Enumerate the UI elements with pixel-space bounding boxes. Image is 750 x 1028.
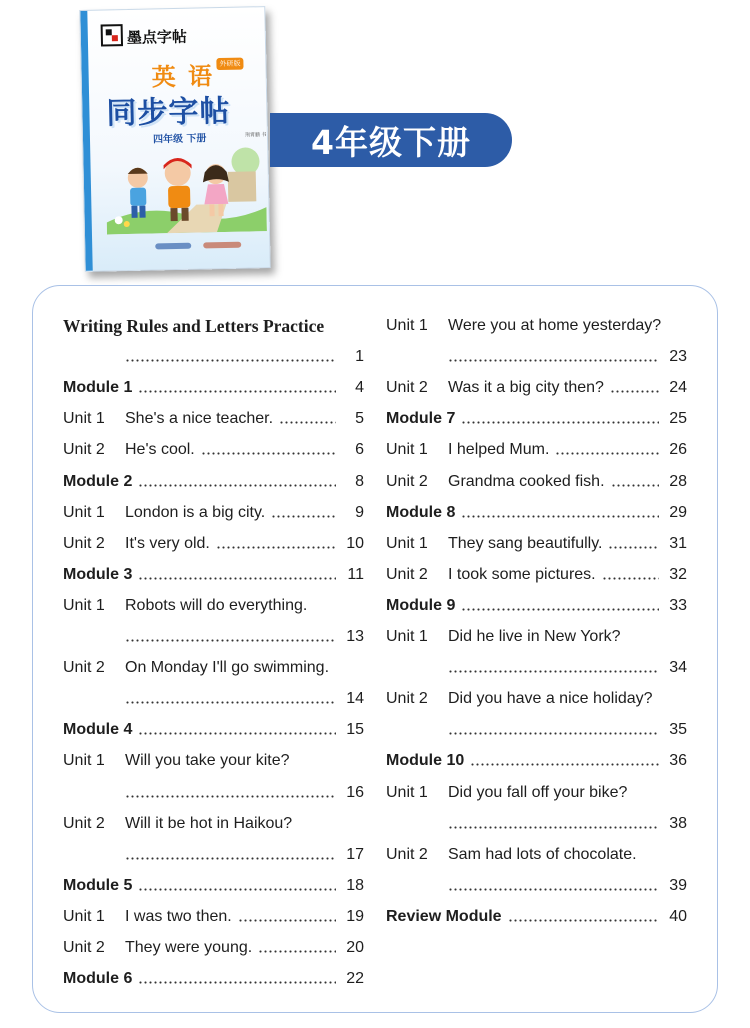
toc-unit-number: Unit 2 bbox=[386, 472, 428, 490]
toc-dot-leader bbox=[508, 905, 659, 929]
toc-cont-row bbox=[63, 687, 364, 711]
toc-unit-number: Unit 1 bbox=[63, 907, 105, 925]
toc-page-number: 18 bbox=[346, 876, 364, 894]
toc-cont-row bbox=[386, 656, 687, 680]
toc-page-number: 38 bbox=[669, 814, 687, 832]
toc-unit-title: Will it be hot in Haikou? bbox=[125, 814, 293, 832]
toc-unit-number: Unit 1 bbox=[386, 783, 428, 801]
toc-dot-leader bbox=[238, 905, 336, 929]
toc-page-number: 32 bbox=[669, 565, 687, 583]
toc-module-title: Module 7 bbox=[386, 410, 456, 428]
toc-unit-title: Was it a big city then? bbox=[448, 379, 604, 397]
toc-unit-wrap-row bbox=[386, 687, 687, 711]
toc-unit-row bbox=[386, 470, 687, 494]
toc-dot-leader bbox=[610, 376, 659, 400]
toc-page-number: 25 bbox=[669, 410, 687, 428]
toc-dot-leader bbox=[138, 967, 336, 991]
toc-unit-number: Unit 2 bbox=[63, 441, 105, 459]
toc-dot-leader bbox=[138, 376, 336, 400]
toc-dot-leader bbox=[258, 936, 336, 960]
toc-page-number: 4 bbox=[355, 379, 364, 397]
toc-cont-row bbox=[63, 781, 364, 805]
cover-children-illustration bbox=[105, 141, 267, 234]
toc-dot-leader bbox=[470, 749, 659, 773]
toc-module-title: Module 8 bbox=[386, 503, 456, 521]
cover-subject: 英 语 bbox=[151, 62, 215, 92]
toc-cont-row bbox=[63, 625, 364, 649]
grade-banner bbox=[270, 113, 512, 167]
toc-module-row bbox=[63, 376, 364, 400]
toc-unit-title: I helped Mum. bbox=[448, 441, 550, 459]
toc-unit-row bbox=[63, 501, 364, 525]
toc-unit-title: London is a big city. bbox=[125, 503, 266, 521]
toc-dot-leader bbox=[271, 501, 336, 525]
cover-brand: 墨点字帖 bbox=[126, 27, 188, 47]
toc-cont-row bbox=[386, 345, 687, 369]
toc-page-number: 9 bbox=[355, 503, 364, 521]
toc-cont-row bbox=[386, 718, 687, 742]
toc-page-number: 26 bbox=[669, 441, 687, 459]
toc-unit-number: Unit 2 bbox=[63, 814, 105, 832]
toc-module-title: Module 4 bbox=[63, 721, 133, 739]
toc-section-title: Writing Rules and Letters Practice bbox=[63, 315, 325, 336]
toc-unit-number: Unit 1 bbox=[63, 752, 105, 770]
toc-module-row bbox=[63, 470, 364, 494]
toc-cont-row bbox=[386, 812, 687, 836]
toc-unit-number: Unit 2 bbox=[386, 845, 428, 863]
toc-page-number: 40 bbox=[669, 907, 687, 925]
toc-unit-wrap-row bbox=[386, 625, 687, 649]
toc-unit-title: They sang beautifully. bbox=[448, 534, 603, 552]
toc-page-number: 20 bbox=[346, 939, 364, 956]
toc-module-title: Module 3 bbox=[63, 565, 133, 583]
toc-unit-title: I was two then. bbox=[125, 907, 232, 925]
toc-page-number: 16 bbox=[346, 783, 364, 801]
toc-module-row bbox=[386, 407, 687, 431]
toc-page-number: 11 bbox=[347, 565, 364, 583]
toc-unit-row bbox=[63, 532, 364, 556]
toc-unit-number: Unit 2 bbox=[63, 659, 105, 677]
toc-page-number: 35 bbox=[669, 721, 687, 739]
toc-dot-leader bbox=[608, 532, 659, 556]
toc-unit-wrap-row bbox=[63, 812, 364, 836]
toc-dot-leader bbox=[125, 843, 336, 867]
toc-unit-number: Unit 1 bbox=[63, 503, 105, 521]
toc-dot-leader bbox=[555, 438, 659, 462]
brand-logo-icon bbox=[101, 24, 123, 46]
toc-unit-title: Will you take your kite? bbox=[125, 752, 290, 770]
toc-page-number: 22 bbox=[346, 970, 364, 988]
book-cover bbox=[79, 6, 270, 272]
toc-unit-title: Did you fall off your bike? bbox=[448, 783, 628, 801]
toc-module-title: Module 5 bbox=[63, 876, 133, 894]
toc-unit-title: Robots will do everything. bbox=[125, 596, 308, 614]
toc-unit-number: Unit 1 bbox=[386, 534, 428, 552]
toc-page-number: 29 bbox=[669, 503, 687, 521]
toc-dot-leader bbox=[138, 470, 336, 494]
toc-dot-leader bbox=[448, 718, 659, 742]
toc-page-number: 36 bbox=[669, 752, 687, 770]
toc-unit-title: It's very old. bbox=[125, 534, 210, 552]
cover-grade: 四年级 下册 bbox=[152, 133, 207, 146]
toc-unit-title: Did you have a nice holiday? bbox=[448, 690, 653, 708]
toc-unit-number: Unit 1 bbox=[386, 441, 428, 459]
toc-unit-row bbox=[386, 532, 687, 556]
toc-module-title: Review Module bbox=[386, 907, 502, 925]
toc-dot-leader bbox=[125, 781, 336, 805]
cover-author: 荆霄鹏 书 bbox=[244, 132, 267, 139]
toc-module-title: Module 9 bbox=[386, 596, 456, 614]
toc-page-number: 17 bbox=[346, 845, 364, 863]
toc-unit-wrap-row bbox=[386, 781, 687, 805]
toc-dot-leader bbox=[216, 532, 336, 556]
toc-page-number: 13 bbox=[346, 628, 364, 645]
toc-unit-number: Unit 2 bbox=[386, 690, 428, 708]
toc-unit-title: I took some pictures. bbox=[448, 565, 596, 583]
toc-module-row bbox=[63, 874, 364, 898]
toc-dot-leader bbox=[138, 718, 336, 742]
toc-unit-title: They were young. bbox=[125, 939, 253, 956]
toc-page-number: 15 bbox=[346, 721, 364, 739]
toc-dot-leader bbox=[448, 345, 659, 369]
toc-page-number: 24 bbox=[669, 379, 687, 397]
toc-dot-leader bbox=[125, 625, 336, 649]
toc-page-number: 33 bbox=[669, 596, 687, 614]
toc-module-row bbox=[63, 967, 364, 991]
toc-unit-number: Unit 1 bbox=[386, 628, 428, 645]
toc-dot-leader bbox=[461, 501, 659, 525]
toc-page-number: 1 bbox=[355, 348, 364, 366]
toc-dot-leader bbox=[279, 407, 336, 431]
toc-unit-title: Sam had lots of chocolate. bbox=[448, 845, 637, 863]
toc-page-number: 28 bbox=[669, 472, 687, 490]
toc-unit-wrap-row bbox=[63, 594, 364, 618]
toc-cont-row bbox=[386, 874, 687, 898]
toc-page-number: 10 bbox=[346, 534, 364, 552]
toc-module-row bbox=[63, 718, 364, 742]
toc-unit-title: On Monday I'll go swimming. bbox=[125, 659, 330, 677]
toc-unit-number: Unit 2 bbox=[386, 379, 428, 397]
grade-banner-text: 4年级下册 bbox=[311, 122, 471, 162]
toc-page-number: 19 bbox=[346, 907, 364, 925]
toc-page-number: 39 bbox=[669, 876, 687, 894]
toc-dot-leader bbox=[611, 470, 659, 494]
toc-page-number: 31 bbox=[669, 534, 687, 552]
toc-dot-leader bbox=[201, 438, 336, 462]
cover-spine bbox=[80, 11, 92, 271]
toc-dot-leader bbox=[602, 563, 659, 587]
toc-dot-leader bbox=[461, 594, 659, 618]
toc-dot-leader bbox=[448, 812, 659, 836]
toc-dot-leader bbox=[138, 563, 336, 587]
toc-unit-title: Were you at home yesterday? bbox=[448, 317, 662, 334]
toc-heading-row bbox=[63, 314, 364, 338]
toc-dot-leader bbox=[461, 407, 659, 431]
toc-cont-row bbox=[63, 843, 364, 867]
toc-cont-row bbox=[63, 345, 364, 369]
toc-unit-number: Unit 2 bbox=[386, 565, 428, 583]
toc-module-title: Module 10 bbox=[386, 752, 465, 770]
toc-unit-title: She's a nice teacher. bbox=[125, 410, 274, 428]
toc-unit-row bbox=[63, 438, 364, 462]
toc-module-row bbox=[386, 749, 687, 773]
toc-module-row bbox=[386, 594, 687, 618]
toc-module-row bbox=[386, 501, 687, 525]
toc-dot-leader bbox=[448, 874, 659, 898]
toc-dot-leader bbox=[448, 656, 659, 680]
toc-unit-title: Grandma cooked fish. bbox=[448, 472, 605, 490]
toc-unit-title: He's cool. bbox=[125, 441, 195, 459]
toc-unit-row bbox=[63, 905, 364, 929]
toc-unit-row bbox=[386, 376, 687, 400]
toc-unit-number: Unit 2 bbox=[63, 534, 105, 552]
toc-unit-row bbox=[386, 563, 687, 587]
toc-unit-row bbox=[63, 407, 364, 431]
toc-unit-row bbox=[63, 936, 364, 960]
toc-module-title: Module 1 bbox=[63, 379, 133, 397]
cover-publisher-logos bbox=[155, 242, 245, 252]
toc-dot-leader bbox=[125, 687, 336, 711]
toc-unit-wrap-row bbox=[63, 656, 364, 680]
toc-module-row bbox=[63, 563, 364, 587]
toc-page-number: 8 bbox=[355, 472, 364, 490]
toc-page-number: 34 bbox=[669, 659, 687, 677]
toc-module-row bbox=[386, 905, 687, 929]
toc-unit-number: Unit 1 bbox=[63, 596, 105, 614]
toc-unit-number: Unit 2 bbox=[63, 939, 105, 956]
toc-page-number: 6 bbox=[355, 441, 364, 459]
toc-dot-leader bbox=[138, 874, 336, 898]
toc-unit-title: Did he live in New York? bbox=[448, 628, 621, 645]
toc-unit-wrap-row bbox=[386, 843, 687, 867]
toc-unit-number: Unit 1 bbox=[386, 317, 428, 334]
toc-module-title: Module 2 bbox=[63, 472, 133, 490]
toc-module-title: Module 6 bbox=[63, 970, 133, 988]
toc-unit-wrap-row bbox=[63, 749, 364, 773]
cover-edition-tag: 外研版 bbox=[216, 58, 243, 71]
toc-unit-row bbox=[386, 438, 687, 462]
cover-title: 同步字帖 bbox=[106, 93, 231, 132]
toc-page-number: 23 bbox=[669, 348, 687, 366]
toc-dot-leader bbox=[125, 345, 336, 369]
toc-page-number: 14 bbox=[346, 690, 364, 708]
toc-unit-wrap-row bbox=[386, 314, 687, 338]
toc-page-number: 5 bbox=[355, 410, 364, 428]
toc-unit-number: Unit 1 bbox=[63, 410, 105, 428]
